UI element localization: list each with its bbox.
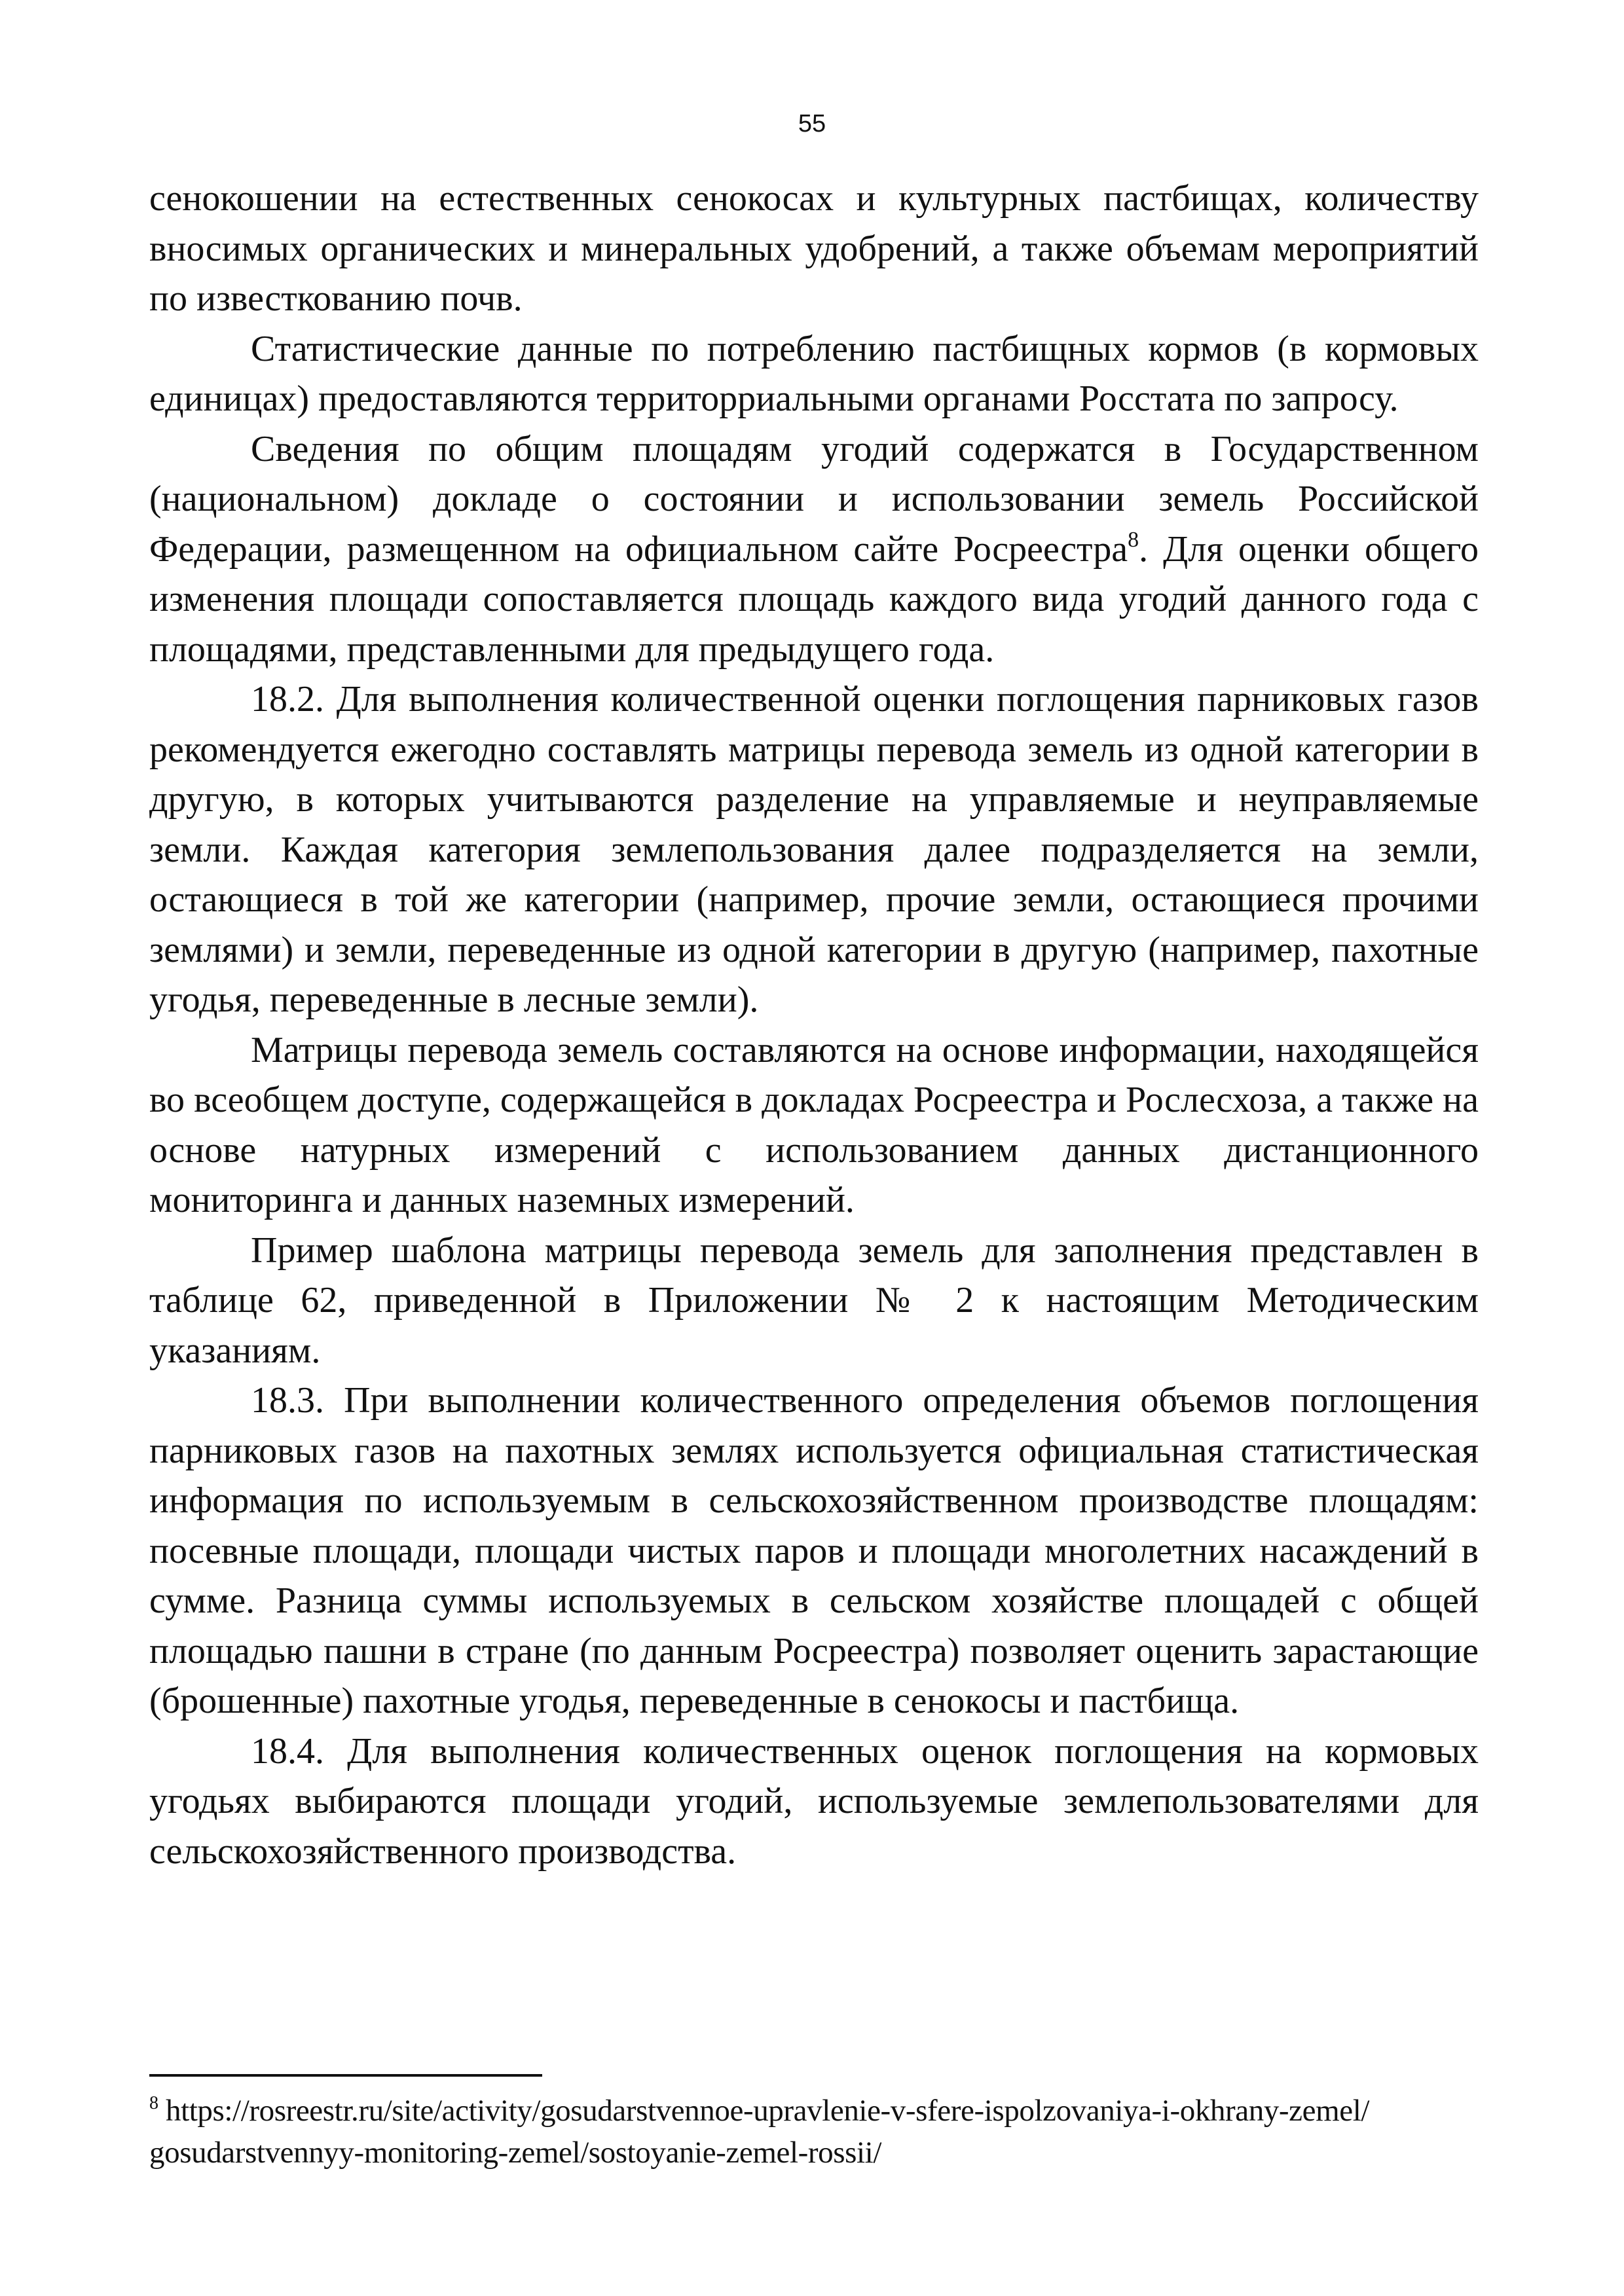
- footnote-reference: 8: [1128, 527, 1139, 552]
- paragraph-section-18-2: 18.2. Для выполнения количественной оценки поглощения парниковых газов рекомендуется ежегодно составлять матрицы перевода земель из одной категории в другую, в которых учитываются разделение на управляемые и неуправляемые земли. Каждая категория землепользования далее подразделяется на земли, остающиеся в той же категории (например, прочие земли, остающиеся прочими землями) и земли, переведенные из одной категории в другую (например, пахотные угодья, переведенные в лесные земли).: [149, 679, 1479, 1020]
- page-number: 55: [798, 110, 826, 137]
- paragraph-transition-matrices: Матрицы перевода земель составляются на основе информации, находящейся во всеобщем доступе, содержащейся в докладах Росреестра и Рослесхоза, а также на основе натурных измерений с использованием данных дистанционного мониторинга и данных наземных измерений.: [149, 1029, 1479, 1220]
- paragraph-section-18-3: 18.3. При выполнении количественного определения объемов поглощения парниковых газов на пахотных землях используется официальная статистическая информация по используемым в сельскохозяйственном производстве площадям: посевные площади, площади чистых паров и площади многолетних насаждений в сумме. Разница суммы используемых в сельском хозяйстве площадей с общей площадью пашни в стране (по данным Росреестра) позволяет оценить зарастающие (брошенные) пахотные угодья, переведенные в сенокосы и пастбища.: [149, 1380, 1479, 1721]
- paragraph-matrix-template: Пример шаблона матрицы перевода земель для заполнения представлен в таблице 62, приведенной в Приложении № 2 к настоящим Методическим указаниям.: [149, 1230, 1479, 1371]
- footnote-line-1: [149, 2090, 1479, 2132]
- footnote-link[interactable]: https://rosreestr.ru/site/activity/gosudarstvennoe-upravlenie-v-sfere-ispolzovaniya-i-okhrany-zemel/: [165, 2094, 1370, 2128]
- footnote-line-2[interactable]: gosudarstvennyy-monitoring-zemel/sostoyanie-zemel-rossii/: [149, 2136, 881, 2170]
- paragraph-text-after-footnote-ref: . Для оценки общего изменения площади сопоставляется площадь каждого вида угодий данного года с площадями, представленными для предыдущего года.: [149, 528, 1479, 670]
- paragraph-continuation: сенокошении на естественных сенокосах и культурных пастбищах, количеству вносимых органических и минеральных удобрений, а также объемам мероприятий по известкованию почв.: [149, 178, 1479, 319]
- footnote-separator: [149, 2074, 542, 2077]
- paragraph-pasture-feed-statistics: Статистические данные по потреблению пастбищных кормов (в кормовых единицах) предоставляются территорриальными органами Росстата по запросу.: [149, 328, 1479, 419]
- paragraph-land-area-report: [149, 424, 1479, 675]
- paragraph-text-before-footnote-ref: Сведения по общим площадям угодий содержатся в Государственном (национальном) докладе о состоянии и использовании земель Российской Федерации, размещенном на официальном сайте Росреестра: [149, 428, 1479, 570]
- footnote-marker: 8: [149, 2093, 158, 2113]
- document-body: [149, 173, 1479, 1876]
- footnote: [149, 2090, 1479, 2174]
- paragraph-section-18-4: 18.4. Для выполнения количественных оценок поглощения на кормовых угодьях выбираются площади угодий, используемые землепользователями для сельскохозяйственного производства.: [149, 1730, 1479, 1872]
